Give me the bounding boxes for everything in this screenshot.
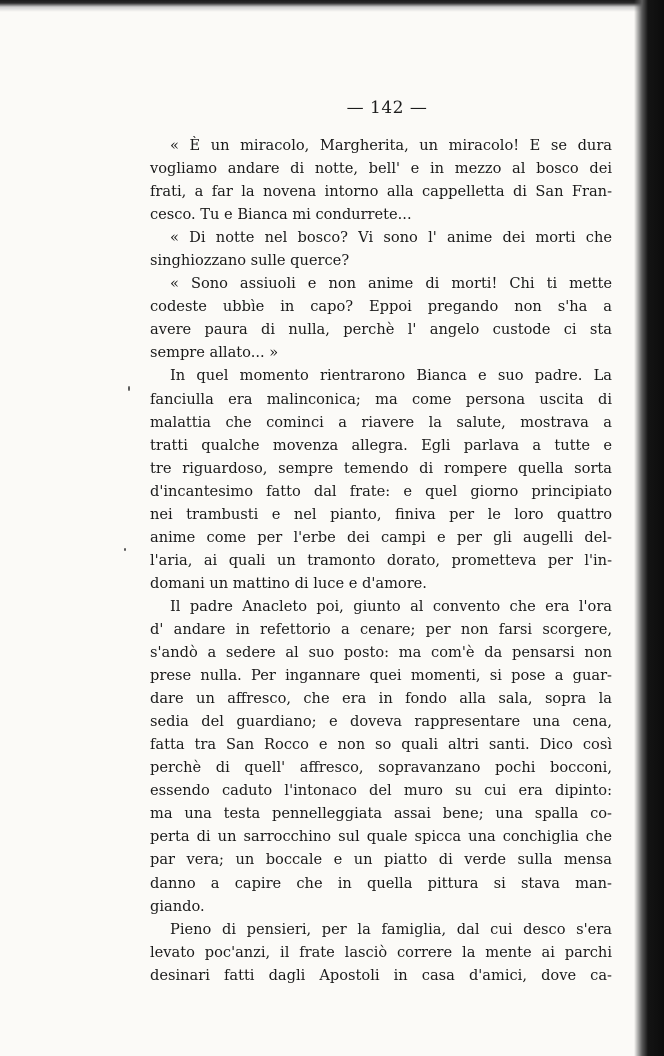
- text-line: fanciulla era malinconica; ma come persona uscita di: [150, 390, 612, 408]
- text-line: domani un mattino di luce e d'amore.: [150, 574, 427, 592]
- margin-speck: [124, 548, 126, 551]
- text-line: avere paura di nulla, perchè l' angelo custode ci sta: [150, 321, 612, 339]
- top-scan-edge: [0, 0, 664, 12]
- text-line: danno a capire che in quella pittura si stava man-: [150, 874, 612, 892]
- text-line: essendo caduto l'intonaco del muro su cui era dipinto:: [150, 782, 612, 800]
- text-line: par vera; un boccale e un piatto di verde sulla mensa: [150, 851, 612, 869]
- right-scan-edge: [634, 0, 664, 1056]
- text-line: anime come per l'erbe dei campi e per gli augelli del-: [150, 528, 612, 546]
- text-line: singhiozzano sulle querce?: [150, 252, 350, 270]
- body-text: [150, 134, 612, 987]
- text-line: sempre allato... »: [150, 344, 279, 362]
- text-line: « È un miracolo, Margherita, un miracolo! E se dura: [170, 137, 612, 154]
- text-line: frati, a far la novena intorno alla cappelletta di San Fran-: [150, 183, 612, 201]
- text-line: dare un affresco, che era in fondo alla sala, sopra la: [150, 690, 612, 708]
- text-line: Il padre Anacleto poi, giunto al convento che era l'ora: [170, 597, 612, 615]
- text-line: desinari fatti dagli Apostoli in casa d'amici, dove ca-: [150, 966, 612, 984]
- text-line: cesco. Tu e Bianca mi condurrete...: [150, 206, 412, 224]
- text-line: vogliamo andare di notte, bell' e in mezzo al bosco dei: [150, 160, 612, 178]
- margin-speck: [128, 386, 130, 391]
- text-line: malattia che cominci a riavere la salute, mostrava a: [150, 413, 612, 431]
- text-line: perchè di quell' affresco, sopravanzano pochi bocconi,: [150, 759, 612, 777]
- text-line: prese nulla. Per ingannare quei momenti, si pose a guar-: [150, 667, 612, 685]
- text-line: « Sono assiuoli e non anime di morti! Chi ti mette: [170, 275, 612, 293]
- text-line: codeste ubbìe in capo? Eppoi pregando non s'ha a: [150, 298, 612, 316]
- text-line: Pieno di pensieri, per la famiglia, dal cui desco s'era: [170, 920, 612, 938]
- text-line: d'incantesimo fatto dal frate: e quel giorno principiato: [150, 482, 612, 500]
- text-line: ma una testa pennelleggiata assai bene; una spalla co-: [150, 805, 612, 823]
- text-line: tratti qualche movenza allegra. Egli parlava a tutte e: [150, 436, 612, 454]
- text-line: giando.: [150, 897, 205, 915]
- text-line: d' andare in refettorio a cenare; per non farsi scorgere,: [150, 620, 612, 638]
- text-line: In quel momento rientrarono Bianca e suo padre. La: [170, 367, 612, 385]
- text-line: fatta tra San Rocco e non so quali altri santi. Dico così: [150, 736, 612, 754]
- text-line: sedia del guardiano; e doveva rappresentare una cena,: [150, 713, 612, 731]
- text-line: « Di notte nel bosco? Vi sono l' anime dei morti che: [170, 229, 612, 247]
- text-line: tre riguardoso, sempre temendo di rompere quella sorta: [150, 459, 612, 477]
- text-line: l'aria, ai quali un tramonto dorato, prometteva per l'in-: [150, 551, 612, 569]
- text-line: levato poc'anzi, il frate lasciò correre la mente ai parchi: [150, 943, 612, 961]
- text-line: nei trambusti e nel pianto, finiva per le loro quattro: [150, 505, 612, 523]
- page-number: — 142 —: [346, 98, 428, 118]
- text-line: perta di un sarrocchino sul quale spicca una conchiglia che: [150, 828, 612, 846]
- text-line: s'andò a sedere al suo posto: ma com'è da pensarsi non: [150, 644, 612, 662]
